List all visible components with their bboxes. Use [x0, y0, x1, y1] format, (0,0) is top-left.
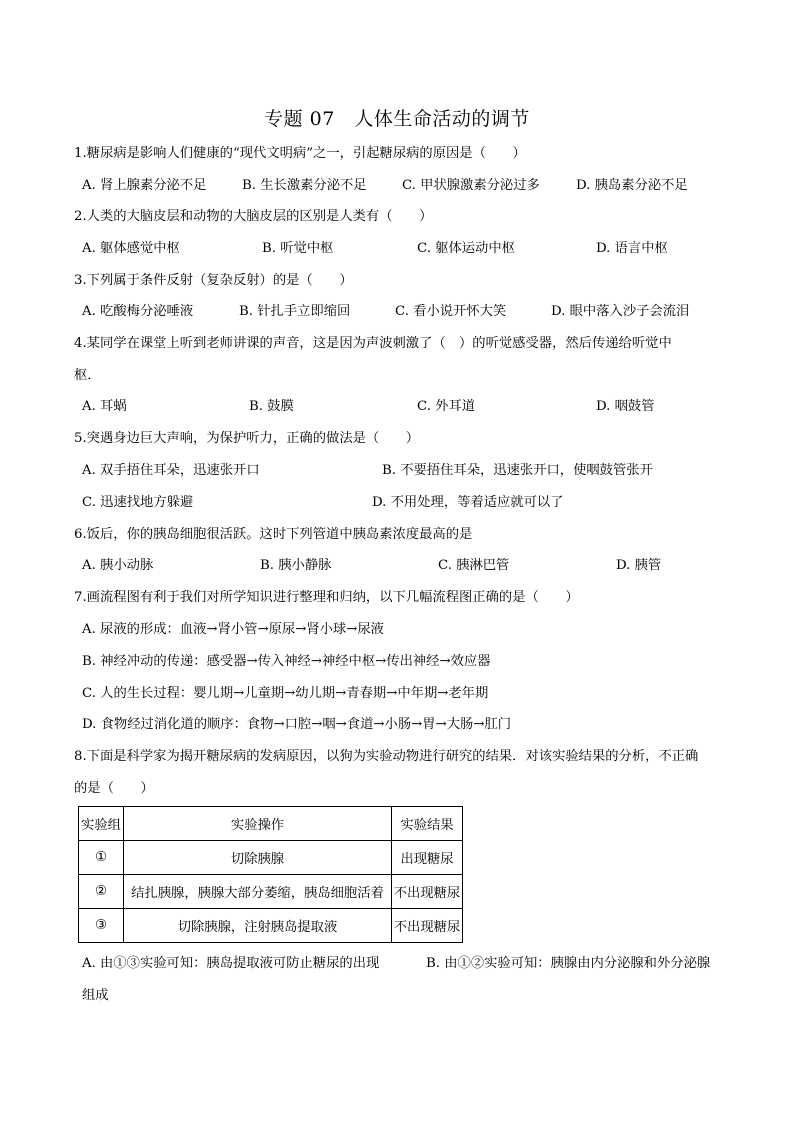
question-4-stem-cont: 枢．	[74, 368, 101, 383]
question-7-stem: 7.画流程图有利于我们对所学知识进行整理和归纳，以下几幅流程图正确的是（ ）	[74, 590, 579, 605]
question-2-option-a: A. 躯体感觉中枢	[82, 241, 180, 256]
table-header-cell: 实验操作	[124, 807, 392, 841]
question-7-option-a: A. 尿液的形成：血液→肾小管→原尿→肾小球→尿液	[82, 622, 384, 637]
question-6-option-d: D. 胰管	[616, 558, 662, 573]
question-1-option-a: A. 肾上腺素分泌不足	[82, 178, 207, 193]
question-8-option-a: A. 由①③实验可知：胰岛提取液可防止糖尿的出现	[82, 956, 380, 971]
question-3-option-d: D. 眼中落入沙子会流泪	[551, 304, 690, 319]
table-row	[79, 875, 463, 909]
table-cell: ①	[79, 841, 124, 875]
question-8-option-b: B. 由①②实验可知：胰腺由内分泌腺和外分泌腺	[426, 956, 711, 971]
question-8-stem-cont: 的是（ ）	[74, 781, 154, 796]
experiment-table	[78, 806, 463, 943]
question-1-stem: 1.糖尿病是影响人们健康的“现代文明病”之一，引起糖尿病的原因是（ ）	[74, 146, 526, 161]
table-cell: 不出现糖尿	[392, 875, 463, 909]
question-2-option-b: B. 听觉中枢	[262, 241, 334, 256]
question-4-stem: 4.某同学在课堂上听到老师讲课的声音，这是因为声波刺激了（ ）的听觉感受器，然后传递给听觉中	[74, 336, 672, 351]
table-row	[79, 841, 463, 875]
question-4-option-a: A. 耳蜗	[82, 399, 127, 414]
question-4-option-c: C. 外耳道	[417, 399, 476, 414]
table-cell: 不出现糖尿	[392, 909, 463, 943]
question-6-option-b: B. 胰小静脉	[260, 558, 332, 573]
question-7-option-c: C. 人的生长过程：婴儿期→儿童期→幼儿期→青春期→中年期→老年期	[82, 686, 489, 701]
page-title: 专题 07 人体生命活动的调节	[264, 108, 530, 130]
question-6-stem: 6.饭后，你的胰岛细胞很活跃。这时下列管道中胰岛素浓度最高的是	[74, 527, 473, 542]
question-4-option-d: D. 咽鼓管	[596, 399, 655, 414]
table-cell: 切除胰腺	[124, 841, 392, 875]
question-4-option-b: B. 鼓膜	[249, 399, 294, 414]
question-1-option-c: C. 甲状腺激素分泌过多	[402, 178, 540, 193]
question-2-option-c: C. 躯体运动中枢	[417, 241, 515, 256]
question-8-option-b-cont: 组成	[82, 988, 109, 1003]
question-5-stem: 5.突遇身边巨大声响，为保护听力，正确的做法是（ ）	[74, 431, 420, 446]
question-3-stem: 3.下列属于条件反射（复杂反射）的是（ ）	[74, 273, 353, 288]
question-2-option-d: D. 语言中枢	[596, 241, 668, 256]
question-7-option-d: D. 食物经过消化道的顺序：食物→口腔→咽→食道→小肠→胃→大肠→肛门	[82, 717, 512, 732]
question-5-option-a: A. 双手捂住耳朵，迅速张开口	[82, 463, 260, 478]
table-header-row	[79, 807, 463, 841]
table-cell: 出现糖尿	[392, 841, 463, 875]
question-2-stem: 2.人类的大脑皮层和动物的大脑皮层的区别是人类有（ ）	[74, 209, 433, 224]
question-1-option-d: D. 胰岛素分泌不足	[576, 178, 688, 193]
question-3-option-c: C. 看小说开怀大笑	[395, 304, 507, 319]
table-row	[79, 909, 463, 943]
question-5-option-c: C. 迅速找地方躲避	[82, 495, 194, 510]
table-cell: 结扎胰腺，胰腺大部分萎缩，胰岛细胞活着	[124, 875, 392, 909]
table-cell: 切除胰腺，注射胰岛提取液	[124, 909, 392, 943]
table-header-cell: 实验组	[79, 807, 124, 841]
table-cell: ②	[79, 875, 124, 909]
question-8-stem: 8.下面是科学家为揭开糖尿病的发病原因，以狗为实验动物进行研究的结果．对该实验结果的分析，不正确	[74, 749, 699, 764]
question-5-option-d: D. 不用处理，等着适应就可以了	[372, 495, 564, 510]
table-header-cell: 实验结果	[392, 807, 463, 841]
question-7-option-b: B. 神经冲动的传递：感受器→传入神经→神经中枢→传出神经→效应器	[82, 654, 491, 669]
question-1-option-b: B. 生长激素分泌不足	[242, 178, 367, 193]
question-6-option-a: A. 胰小动脉	[82, 558, 154, 573]
question-3-option-a: A. 吃酸梅分泌唾液	[82, 304, 194, 319]
table-cell: ③	[79, 909, 124, 943]
question-6-option-c: C. 胰淋巴管	[438, 558, 510, 573]
question-5-option-b: B. 不要捂住耳朵，迅速张开口，使咽鼓管张开	[382, 463, 653, 478]
question-3-option-b: B. 针扎手立即缩回	[239, 304, 351, 319]
